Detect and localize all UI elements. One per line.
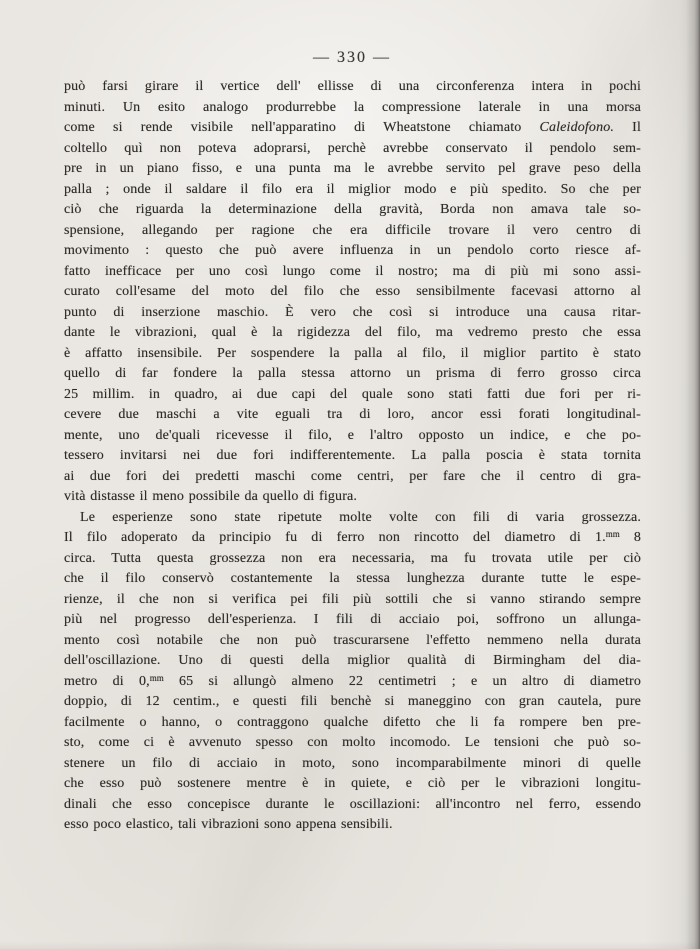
text-line: è affatto insensibile. Per sospendere la palla al filo, il miglior partito è stato (64, 345, 641, 361)
text-line: più nel progresso dell'esperienza. I fili di acciaio poi, soffrono un allunga- (64, 612, 641, 627)
text-line: cevere due maschi a vite eguali tra di loro, ancor essi forati longitudinal- (64, 407, 641, 422)
text-line: pre in un piano fisso, e una punta ma le avrebbe servito pel grave peso della (64, 161, 641, 176)
text-line: 25 millim. in quadro, ai due capi del quale sono stati fatti due fori per ri- (64, 386, 641, 402)
text-line: esso poco elastico, tali vibrazioni sono appena sensibili. (64, 817, 393, 832)
text-line: metro di 0,$^{mm}$ 65 si allungò almeno 22 centimetri ; e un altro di diametro (64, 672, 641, 689)
text-line: può farsi girare il vertice dell' ellisse di una circonferenza intera in pochi (64, 79, 641, 94)
text-block (64, 77, 641, 836)
text-line: spensione, allegando per ragione che era difficile trovare il vero centro di (64, 222, 641, 238)
page-bottom-shadow (0, 941, 700, 949)
text-line: curato coll'esame del moto del filo che esso sensibilmente facevasi attorno al (64, 284, 641, 299)
text-line: dinali che esso concepisce durante le oscillazioni: all'incontro nel ferro, essendo (64, 796, 641, 812)
text-line: quello di far fondere la palla stessa attorno un prisma di ferro grosso circa (64, 366, 641, 381)
text-line: come si rende visibile nell'apparatino di Wheatstone chiamato Caleidofono. Il (64, 120, 641, 135)
text-line: movimento : questo che può avere influenza in un pendolo corto riesce af- (64, 243, 641, 258)
text-line: rienze, il che non si verifica pei fili più sottili che si vanno stirando sempre (64, 591, 641, 607)
text-line: facilmente o hanno, o contraggono qualche difetto che li fa rompere ben pre- (64, 714, 641, 730)
text-line: stenere un filo di acciaio in moto, sono incomparabilmente minori di quelle (64, 755, 641, 771)
text-line: che il filo conservò costantemente la stessa lunghezza durante tutte le espe- (64, 571, 641, 586)
text-line: dante le vibrazioni, qual è la rigidezza del filo, ma vedremo presto che essa (64, 325, 641, 340)
text-line: mento così notabile che non può trascurarsene l'effetto nemmeno nella durata (64, 632, 641, 648)
text-line: circa. Tutta questa grossezza non era necessaria, ma fu trovata utile per ciò (64, 550, 641, 566)
text-line: ciò che riguarda la determinazione della gravità, Borda non amava tale so- (64, 202, 641, 217)
text-line: mente, uno de'quali ricevesse il filo, e l'altro opposto un indice, e che po- (64, 427, 641, 443)
text-line: minuti. Un esito analogo produrrebbe la compressione laterale in una morsa (64, 99, 641, 115)
text-line: tessero invitarsi nei due fori indifferentemente. La palla poscia è stata tornita (64, 448, 641, 463)
paragraph (64, 77, 641, 508)
text-line: palla ; onde il saldare il filo era il miglior modo e più spedito. So che per (64, 181, 641, 197)
text-line: vità distasse il meno possibile da quello di figura. (64, 489, 358, 504)
text-line: doppio, di 12 centim., e questi fili benchè si maneggino con gran cautela, pure (64, 694, 641, 709)
text-line: coltello quì non poteva adoprarsi, perchè avrebbe conservato il pendolo sem- (64, 140, 641, 156)
text-line: fatto inefficace per uno così lungo come il nostro; ma di più mi sono assi- (64, 263, 641, 279)
text-line: Le esperienze sono state ripetute molte volte con fili di varia grossezza. (80, 509, 641, 525)
paragraph (64, 508, 641, 836)
text-line: punto di inserzione maschio. È vero che così si introduce una causa ritar- (64, 304, 641, 320)
page-number: — 330 — (313, 49, 391, 66)
text-line: sto, come ci è avvenuto spesso con molto incomodo. Le tensioni che può so- (64, 735, 641, 750)
text-line: dell'oscillazione. Uno di questi della miglior qualità di Birmingham del dia- (64, 653, 641, 668)
text-line: che esso può sostenere mentre è in quiete, e ciò per le vibrazioni longitu- (64, 776, 641, 791)
text-line: Il filo adoperato da principio fu di ferro non rincotto del diametro di 1.$^{mm}$ 8 (64, 529, 641, 545)
text-line: ai due fori dei predetti maschi come centri, per fare che il centro di gra- (64, 468, 641, 484)
page-edge-shadow (686, 0, 700, 949)
